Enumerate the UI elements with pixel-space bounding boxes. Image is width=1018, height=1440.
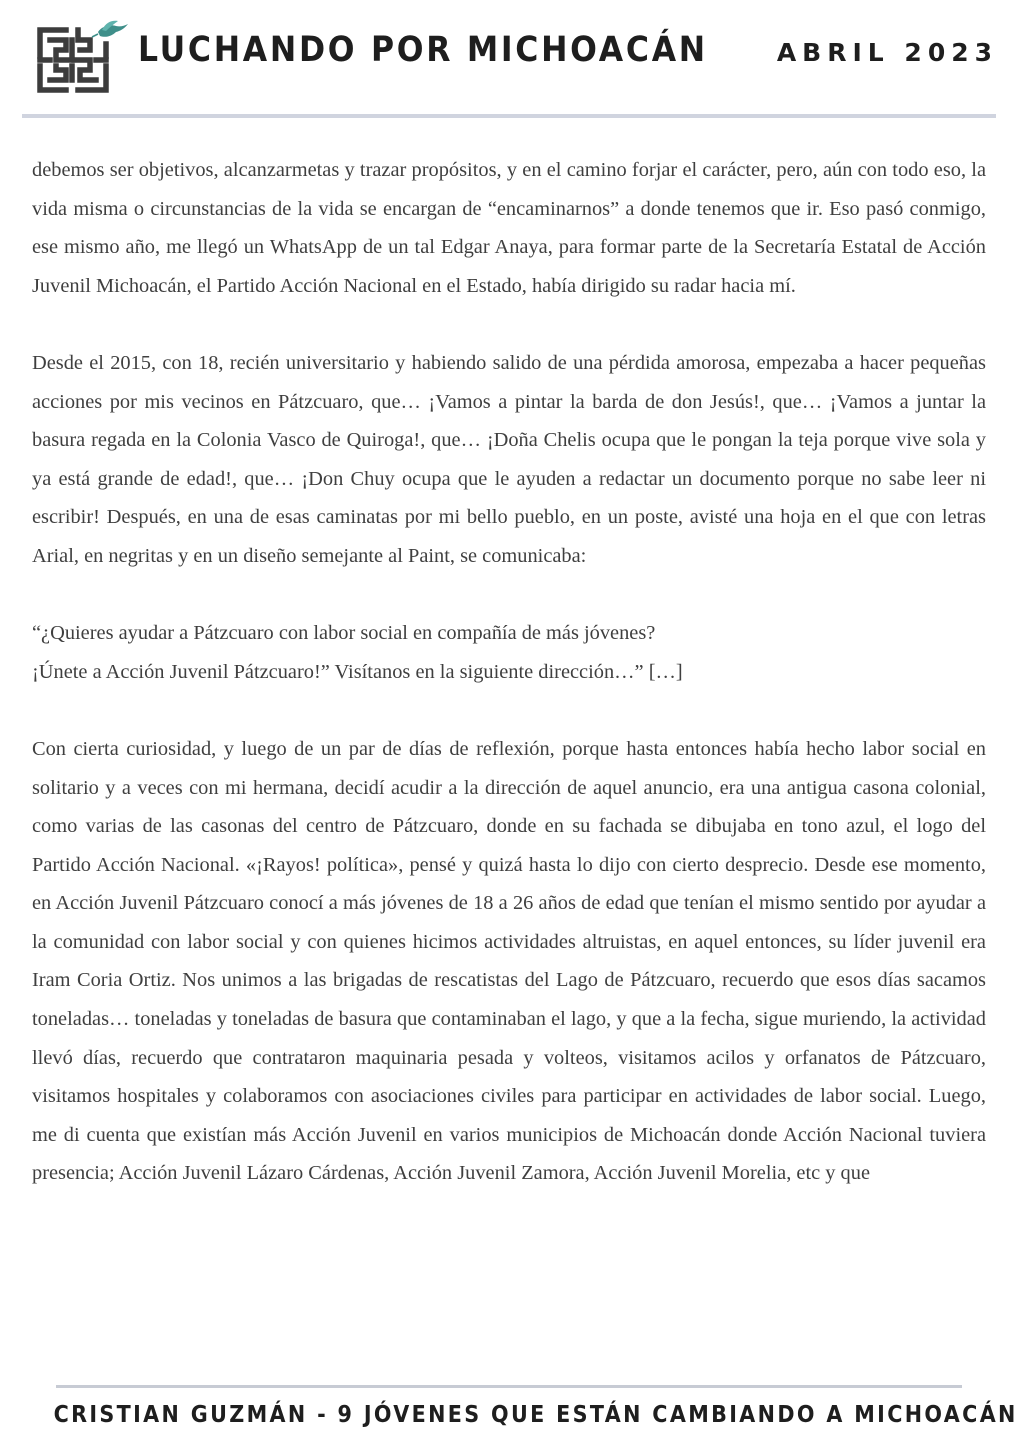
paragraph: Desde el 2015, con 18, recién universitario y habiendo salido de una pérdida amorosa, empezaba a hacer pequeñas acciones por mis vecinos en Pátzcuaro, que… ¡Vamos a pintar la barda de don Jesús!, que… ¡Vamos a juntar la basura regada en la Colonia Vasco de Quiroga!, que… ¡Doña Chelis ocupa que le pongan la teja porque vive sola y ya está grande de edad!, que… ¡Don Chuy ocupa que le ayuden a redactar un documento porque no sabe leer ni escribir! Después, en una de esas caminatas por mi bello pueblo, en un poste, avisté una hoja en el que con letras Arial, en negritas y en un diseño semejante al Paint, se comunicaba: <box>32 351 986 567</box>
header-divider <box>22 114 996 118</box>
quote-line: ¡Únete a Acción Juvenil Pátzcuaro!” Visítanos en la siguiente dirección…” […] <box>32 660 683 683</box>
quote-line: “¿Quieres ayudar a Pátzcuaro con labor social en compañía de más jóvenes? <box>32 622 656 645</box>
site-title: LUCHANDO POR MICHOACÁN <box>138 30 708 70</box>
footer-title-text: CRISTIAN GUZMÁN - 9 JÓVENES QUE ESTÁN CAMBIANDO A MICHOACÁN <box>53 1402 1018 1428</box>
article-body <box>32 151 986 1193</box>
footer-divider <box>56 1385 962 1388</box>
paragraph: debemos ser objetivos, alcanzarmetas y trazar propósitos, y en el camino forjar el carácter, pero, aún con todo eso, la vida misma o circunstancias de la vida se encargan de “encaminarnos” a donde tenemos que ir. Eso pasó conmigo, ese mismo año, me llegó un WhatsApp de un tal Edgar Anaya, para formar parte de la Secretaría Estatal de Acción Juvenil Michoacán, el Partido Acción Nacional en el Estado, había dirigido su radar hacia mí. <box>32 159 986 297</box>
page-header <box>0 0 1018 116</box>
issue-date: ABRIL 2023 <box>776 38 998 67</box>
flyer-quote <box>32 614 986 691</box>
footer-running-title <box>0 1402 1018 1428</box>
fret-knot-hummingbird-logo-icon <box>36 20 128 96</box>
paragraph: Con cierta curiosidad, y luego de un par de días de reflexión, porque hasta entonces había hecho labor social en solitario y a veces con mi hermana, decidí acudir a la dirección de aquel anuncio, era una antigua casona colonial, como varias de las casonas del centro de Pátzcuaro, donde en su fachada se dibujaba en tono azul, el logo del Partido Acción Nacional. «¡Rayos! política», pensé y quizá hasta lo dijo con cierto desprecio. Desde ese momento, en Acción Juvenil Pátzcuaro conocí a más jóvenes de 18 a 26 años de edad que tenían el mismo sentido por ayudar a la comunidad con labor social y con quienes hicimos actividades altruistas, en aquel entonces, su líder juvenil era Iram Coria Ortiz. Nos unimos a las brigadas de rescatistas del Lago de Pátzcuaro, recuerdo que esos días sacamos toneladas… toneladas y toneladas de basura que contaminaban el lago, y que a la fecha, sigue muriendo, la actividad llevó días, recuerdo que contrataron maquinaria pesada y volteos, visitamos acilos y orfanatos de Pátzcuaro, visitamos hospitales y colaboramos con asociaciones civiles para participar en actividades de labor social. Luego, me di cuenta que existían más Acción Juvenil en varios municipios de Michoacán donde Acción Nacional tuviera presencia; Acción Juvenil Lázaro Cárdenas, Acción Juvenil Zamora, Acción Juvenil Morelia, etc y que <box>32 737 986 1185</box>
